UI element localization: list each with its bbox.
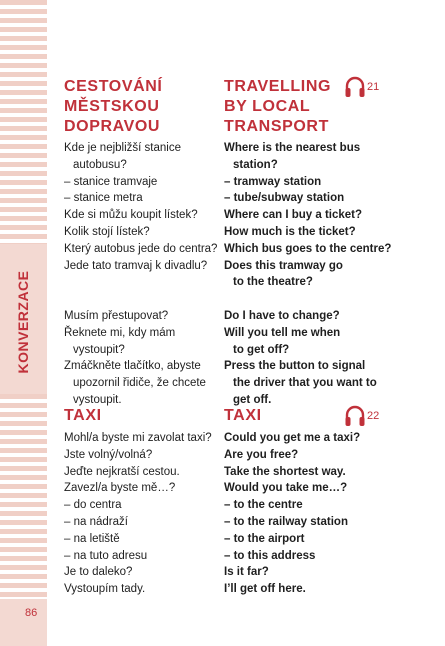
phrase-line: Will you tell me when xyxy=(224,326,341,339)
phrase-line: Kde si můžu koupit lístek? xyxy=(64,209,198,222)
en-heading-line: TRANSPORT xyxy=(224,118,329,135)
phrase-line: vystoupit? xyxy=(73,343,125,356)
phrase-line: Musím přestupovat? xyxy=(64,309,169,322)
phrase-line: Do I have to change? xyxy=(224,309,340,322)
phrase-line: Where can I buy a ticket? xyxy=(224,209,363,222)
phrase-line: the driver that you want to xyxy=(233,377,377,390)
phrase-line: Zavezl/a byste mě…? xyxy=(64,482,176,495)
phrase-line: – na nádraží xyxy=(64,515,128,528)
phrase-line: Jede tato tramvaj k divadlu? xyxy=(64,259,208,272)
en-heading-line: BY LOCAL xyxy=(224,98,311,115)
audio-track-number: 21 xyxy=(367,81,380,93)
phrase-line: – na tuto adresu xyxy=(64,549,148,562)
phrase-line xyxy=(224,291,391,308)
phrase-line: Would you take me…? xyxy=(224,482,348,495)
phrase-line: – stanice tramvaje xyxy=(64,175,158,188)
phrase-line: – na letiště xyxy=(64,532,120,545)
decorative-stripes-top xyxy=(0,0,47,244)
phrase-line: Is it far? xyxy=(224,566,269,579)
en-heading-line: TRAVELLING xyxy=(224,78,332,95)
phrase-line: Press the button to signal xyxy=(224,360,366,373)
decorative-stripes-bottom xyxy=(0,394,47,599)
phrase-line: upozornil řidiče, že chcete xyxy=(73,377,206,390)
headphones-icon xyxy=(344,75,366,99)
phrase-line: vystoupit. xyxy=(73,393,122,406)
audio-track-number: 22 xyxy=(367,410,380,422)
phrase-line: Je to daleko? xyxy=(64,566,133,579)
cz-phrase-list-transport xyxy=(64,140,217,409)
en-heading-transport xyxy=(224,77,331,137)
cz-phrase-list-taxi xyxy=(64,430,212,598)
cz-heading-line: MĚSTSKOU xyxy=(64,98,160,115)
phrase-line: – to the railway station xyxy=(224,515,348,528)
phrase-line: Could you get me a taxi? xyxy=(224,432,361,444)
phrase-line: Are you free? xyxy=(224,448,299,461)
headphones-icon xyxy=(344,404,366,428)
phrase-line: get off. xyxy=(233,393,272,406)
phrase-line xyxy=(64,291,217,308)
section-side-label: KONVERZACE xyxy=(15,270,31,374)
phrase-line: Jeďte nejkratší cestou. xyxy=(64,465,180,478)
phrase-line: – tube/subway station xyxy=(224,192,345,205)
en-heading-taxi: TAXI xyxy=(224,407,262,424)
en-phrase-list-taxi xyxy=(224,430,360,598)
phrase-line: Zmáčkněte tlačítko, abyste xyxy=(64,360,201,373)
phrase-line: station? xyxy=(233,158,278,171)
phrase-line: Kolik stojí lístek? xyxy=(64,225,150,238)
phrase-line: Kde je nejbližší stanice xyxy=(64,142,181,154)
phrase-line: Which bus goes to the centre? xyxy=(224,242,392,255)
phrase-line: Take the shortest way. xyxy=(224,465,346,478)
phrase-line: Jste volný/volná? xyxy=(64,448,153,461)
phrase-line: to the theatre? xyxy=(233,276,313,289)
phrase-line: Vystoupím tady. xyxy=(64,583,146,596)
cz-heading-line: DOPRAVOU xyxy=(64,118,161,135)
phrase-line: Který autobus jede do centra? xyxy=(64,242,218,255)
phrase-line: autobusu? xyxy=(73,158,127,171)
phrase-line: – to this address xyxy=(224,549,316,562)
phrase-line: – tramway station xyxy=(224,175,322,188)
phrase-line: I’ll get off here. xyxy=(224,583,306,596)
phrase-line: – do centra xyxy=(64,499,122,512)
phrase-line: Where is the nearest bus xyxy=(224,142,361,154)
phrase-line: – to the airport xyxy=(224,532,305,545)
phrase-line: – to the centre xyxy=(224,499,303,512)
audio-track-21[interactable] xyxy=(344,75,379,99)
phrase-line: – stanice metra xyxy=(64,192,143,205)
cz-heading-taxi: TAXI xyxy=(64,407,102,424)
phrase-line xyxy=(64,274,217,291)
en-phrase-list-transport xyxy=(224,140,391,409)
cz-heading-line: CESTOVÁNÍ xyxy=(64,78,163,95)
phrase-line: Does this tramway go xyxy=(224,259,343,272)
cz-heading-transport xyxy=(64,77,162,137)
phrase-line: How much is the ticket? xyxy=(224,225,356,238)
phrase-line: to get off? xyxy=(233,343,290,356)
audio-track-22[interactable] xyxy=(344,404,379,428)
phrase-line: Mohl/a byste mi zavolat taxi? xyxy=(64,432,212,444)
phrase-line: Řeknete mi, kdy mám xyxy=(64,326,176,339)
page-number: 86 xyxy=(25,607,38,619)
